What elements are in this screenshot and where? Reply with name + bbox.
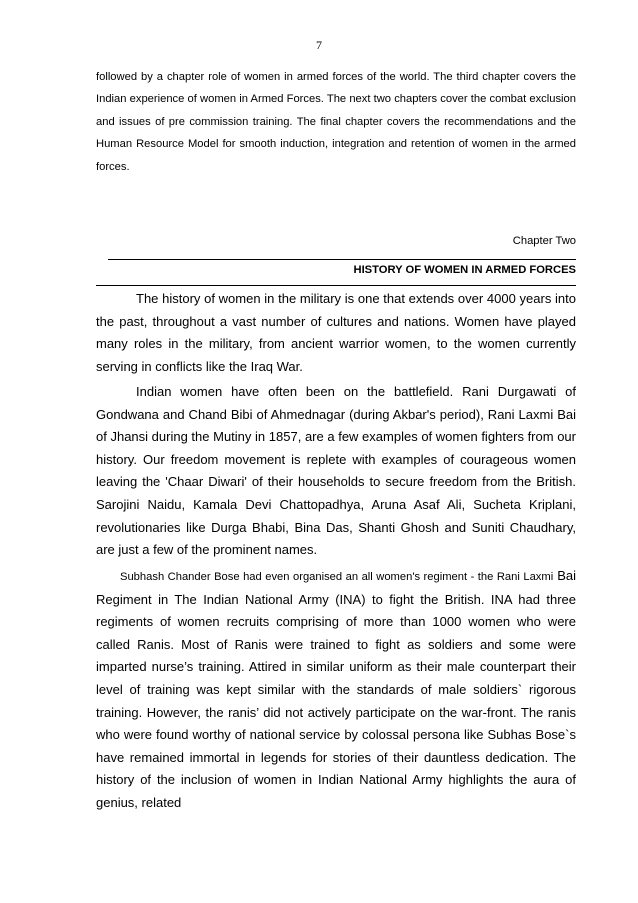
body-paragraph-3-rest: Bai Regiment in The Indian National Army (INA) to fight the British. INA had three regiments of women recruits comprising of more than 1000 women who were called Ranis. Most of Ranis were trained to fight as soldiers and some were imparted nurse’s training. Attired in similar uniform as their male counterpart their level of training was kept similar with the standards of male soldiers` rigorous training. However, the ranis’ did not actively participate on the war-front. The ranis who were found worthy of national service by colossal persona like Subhas Bose`s have remained immortal in legends for stories of their dauntless dedication. The history of the inclusion of women in Indian National Army highlights the aura of genius, related	[96, 568, 576, 810]
chapter-title: HISTORY OF WOMEN IN ARMED FORCES	[353, 264, 576, 276]
body-paragraph-3-lead: Subhash Chander Bose had even organised an all women's regiment - the Rani Laxmi	[120, 571, 554, 583]
body-paragraph-2: Indian women have often been on the battlefield. Rani Durgawati of Gondwana and Chand Bibi of Ahmednagar (during Akbar's period), Rani Laxmi Bai of Jhansi during the Mutiny in 1857, are a few examples of women fighters from our history. Our freedom movement is replete with examples of courageous women leaving the 'Chaar Diwari' of their households to secure freedom from the British. Sarojini Naidu, Kamala Devi Chattopadhya, Aruna Asaf Ali, Sucheta Kriplani, revolutionaries like Durga Bhabi, Bina Das, Shanti Ghosh and Suniti Chaudhary, are just a few of the prominent names.	[96, 384, 576, 558]
chapter-rule-top	[108, 259, 576, 260]
chapter-label: Chapter Two	[512, 235, 576, 247]
chapter-rule-bottom	[96, 285, 576, 286]
intro-paragraph: followed by a chapter role of women in armed forces of the world. The third chapter covers the Indian experience of women in Armed Forces. The next two chapters cover the combat exclusion and issues of pre commission training. The final chapter covers the recommendations and the Human Resource Model for smooth induction, integration and retention of women in the armed forces.	[96, 71, 576, 173]
body-paragraph-1: The history of women in the military is one that extends over 4000 years into the past, throughout a vast number of cultures and nations. Women have played many roles in the military, from ancient warrior women, to the women currently serving in conflicts like the Iraq War.	[96, 291, 576, 374]
page-number: 7	[316, 38, 322, 52]
body-paragraph-3	[96, 565, 576, 815]
